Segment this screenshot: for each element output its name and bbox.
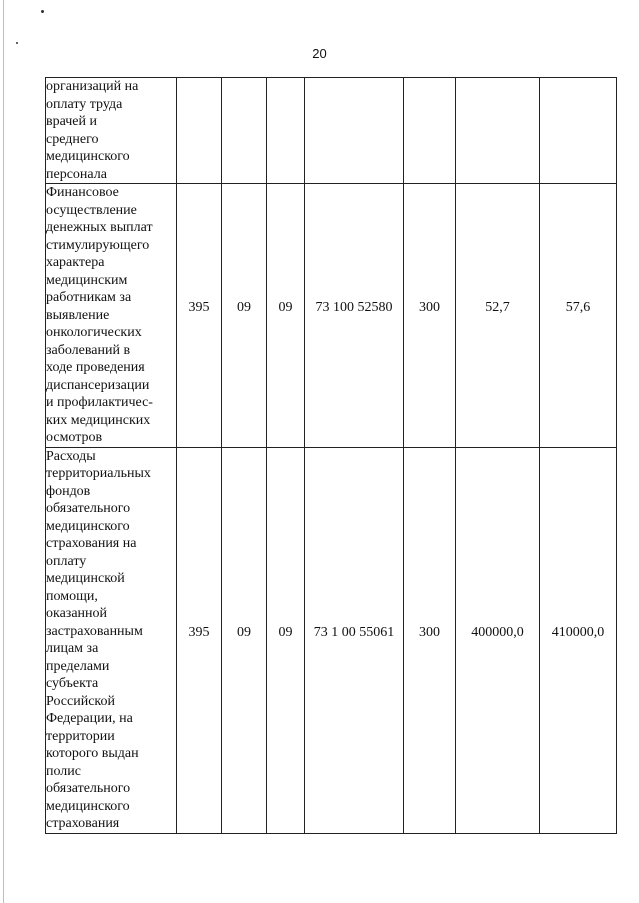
row-name-line: территории	[46, 728, 115, 744]
target-article-cell	[305, 78, 404, 184]
row-name-line: среднего	[46, 131, 99, 147]
expense-type-cell	[404, 447, 456, 833]
row-name-line: ких медицинских	[46, 412, 151, 428]
cell-value: 73 1 00 55061	[313, 624, 395, 640]
row-name-line: страхования	[46, 816, 120, 831]
cell-value: 395	[188, 300, 210, 315]
subsection-cell	[267, 184, 305, 448]
row-name-line: стимулирующего	[46, 237, 150, 253]
cell-value: 52,7	[485, 300, 510, 315]
cell-value: 57,6	[565, 300, 591, 315]
row-name-line: лицам за	[46, 641, 99, 656]
row-name-line: оказанной	[46, 606, 108, 621]
row-name-line: оплату	[46, 553, 87, 569]
row-name-line: Расходы	[46, 448, 96, 464]
row-name-line: полис	[46, 763, 81, 779]
row-name-line: страхования на	[46, 536, 137, 551]
code-cell	[177, 78, 222, 184]
code-cell	[177, 184, 222, 448]
cell-value: 400000,0	[471, 624, 524, 640]
row-name-line: и профилактичес-	[46, 395, 153, 410]
row-name-line: персонала	[46, 166, 107, 182]
row-name-line: пределами	[46, 658, 110, 674]
amount-cell	[456, 447, 540, 833]
target-article-cell	[305, 447, 404, 833]
row-name-line: диспансеризации	[46, 377, 150, 393]
section-cell	[222, 184, 267, 448]
row-name-line: субъекта	[46, 676, 99, 691]
row-name-line: оплату труда	[46, 96, 123, 112]
section-cell	[222, 447, 267, 833]
row-name-line: ходе проведения	[46, 360, 145, 375]
row-name-line: фондов	[46, 483, 91, 499]
amount-cell	[456, 78, 540, 184]
row-name-cell	[46, 447, 177, 833]
cell-value: 09	[278, 300, 293, 315]
cell-value: 300	[419, 300, 440, 315]
row-name-line: которого выдан	[46, 746, 139, 761]
row-name-line: врачей и	[46, 114, 98, 129]
row-name-line: заболеваний в	[46, 342, 131, 358]
page-edge-line	[3, 0, 4, 903]
row-name-line: выявление	[46, 307, 110, 323]
row-name-line: осуществление	[46, 202, 137, 218]
row-name-line: Российской	[46, 693, 115, 709]
row-name-line: обязательного	[46, 781, 131, 796]
scan-speck	[16, 42, 18, 44]
cell-value: 09	[237, 300, 251, 315]
cell-value: 09	[237, 624, 251, 640]
row-name-line: денежных выплат	[46, 220, 153, 235]
row-name-line: медицинского	[46, 518, 130, 534]
row-name-line: осмотров	[46, 430, 103, 445]
cell-value: 73 100 52580	[315, 300, 393, 315]
row-name-line: медицинской	[46, 571, 125, 586]
amount-cell	[540, 78, 617, 184]
code-cell	[177, 447, 222, 833]
amount-cell	[540, 184, 617, 448]
amount-cell	[540, 447, 617, 833]
row-name-line: медицинского	[46, 798, 130, 814]
target-article-cell	[305, 184, 404, 448]
cell-value: 300	[419, 624, 440, 640]
cell-value: 410000,0	[551, 624, 605, 640]
page-number: 20	[312, 46, 327, 61]
row-name-line: характера	[46, 255, 105, 270]
cell-value: 09	[278, 624, 293, 640]
table-row	[46, 447, 617, 833]
row-name-cell	[46, 78, 177, 184]
cell-value: 395	[188, 624, 210, 640]
row-name-cell	[46, 184, 177, 448]
subsection-cell	[267, 447, 305, 833]
row-name-line: помощи,	[46, 588, 98, 604]
expense-type-cell	[404, 184, 456, 448]
row-name-line: обязательного	[46, 501, 131, 516]
row-name-line: работникам за	[46, 290, 132, 305]
amount-cell	[456, 184, 540, 448]
row-name-line: территориальных	[46, 466, 151, 481]
row-name-line: застрахованным	[46, 623, 143, 639]
subsection-cell	[267, 78, 305, 184]
expense-type-cell	[404, 78, 456, 184]
row-name-line: Финансовое	[46, 185, 119, 200]
scan-speck	[41, 10, 44, 13]
table-row	[46, 184, 617, 448]
row-name-line: онкологических	[46, 325, 142, 340]
row-name-line: организаций на	[46, 79, 139, 94]
row-name-line: Федерации, на	[46, 711, 133, 726]
budget-table	[45, 77, 617, 834]
row-name-line: медицинским	[46, 272, 128, 288]
row-name-line: медицинского	[46, 149, 130, 164]
table-row	[46, 78, 617, 184]
section-cell	[222, 78, 267, 184]
